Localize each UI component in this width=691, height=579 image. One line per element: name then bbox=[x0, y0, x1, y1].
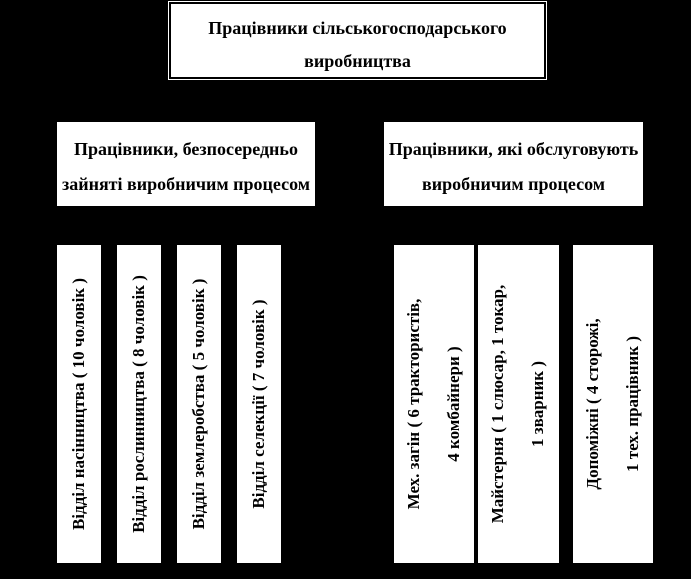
branch-left-line1: Працівники, безпосередньо bbox=[74, 139, 298, 159]
leaf-node-auxiliary-staff bbox=[571, 243, 655, 565]
leaf-node-label: Відділ селекції ( 7 чоловік ) bbox=[249, 299, 268, 509]
leaf-node-mechanized-unit bbox=[392, 243, 476, 565]
leaf-node-label: Відділ рослинництва ( 8 чоловік ) bbox=[129, 275, 148, 533]
root-node-line2: виробництва bbox=[304, 51, 411, 71]
leaf-node-seed-department bbox=[55, 243, 103, 565]
branch-right-line1: Працівники, які обслуговують bbox=[388, 139, 639, 159]
leaf-node-label: Відділ насінництва ( 10 чоловік ) bbox=[69, 277, 88, 531]
root-node-line1: Працівники сільськогосподарського bbox=[208, 18, 507, 38]
branch-right-line2: виробничим процесом bbox=[422, 174, 605, 194]
branch-left-line2: зайняті виробничим процесом bbox=[61, 174, 311, 194]
leaf-node-crop-department bbox=[115, 243, 163, 565]
leaf-node-label: Відділ землеробства ( 5 чоловік ) bbox=[189, 278, 208, 530]
leaf-node-label: Мех. загін ( 6 трактористів, 4 комбайнери ) bbox=[404, 298, 463, 510]
leaf-node-label: Майстерня ( 1 слюсар, 1 токар, 1 зварник ) bbox=[488, 284, 547, 524]
branch-node-direct-production-workers bbox=[55, 120, 317, 208]
root-node-agricultural-workers bbox=[169, 2, 546, 79]
leaf-node-selection-department bbox=[235, 243, 283, 565]
leaf-node-label: Допоміжні ( 4 сторожі, 1 тех. працівник ) bbox=[583, 318, 642, 490]
leaf-node-workshop bbox=[476, 243, 561, 565]
branch-node-service-workers bbox=[382, 120, 645, 208]
leaf-node-agronomy-department bbox=[175, 243, 223, 565]
